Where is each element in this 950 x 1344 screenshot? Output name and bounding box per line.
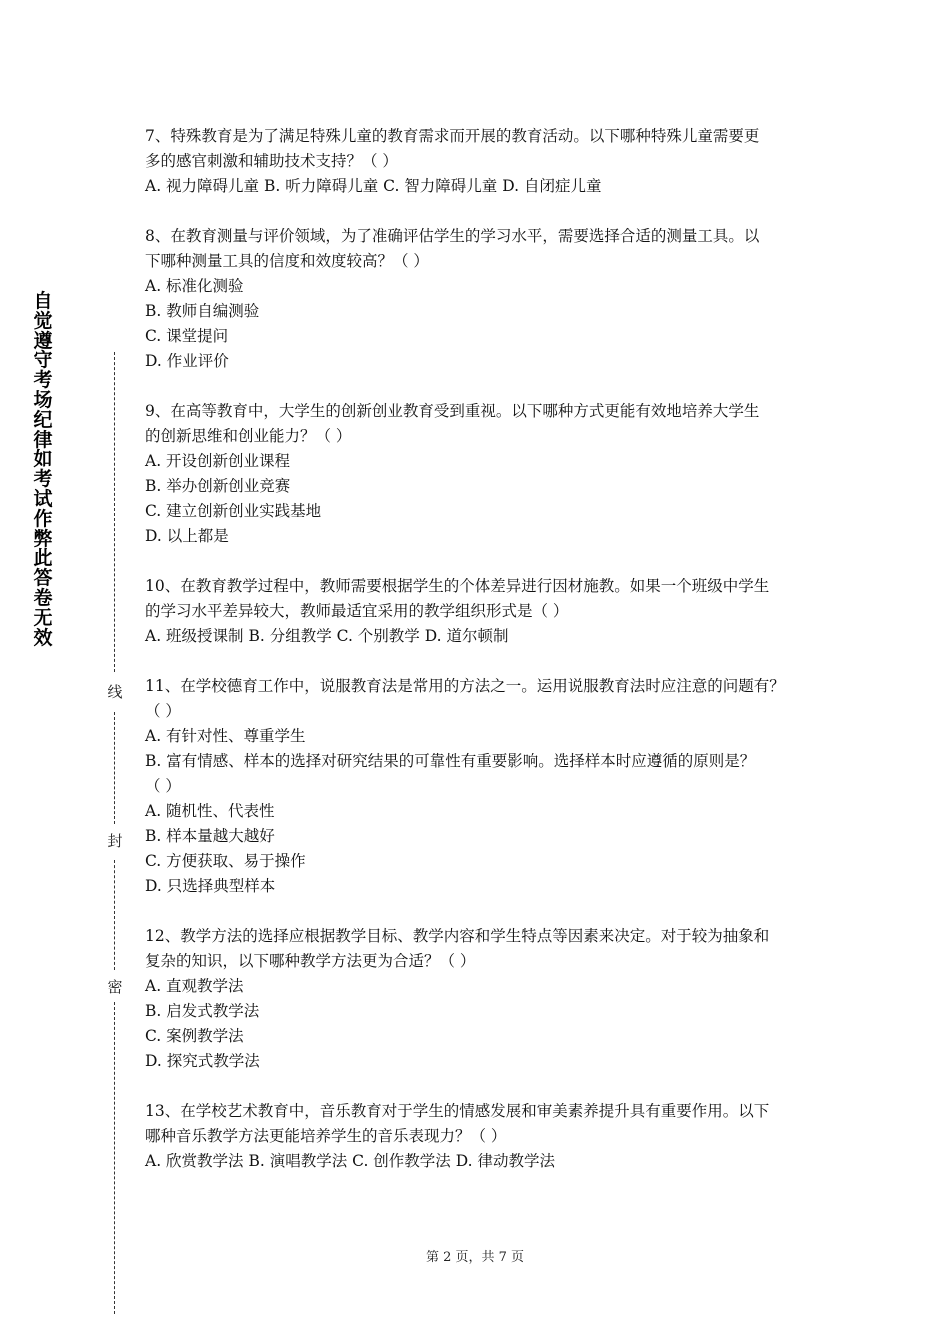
notice-char: 考	[33, 468, 53, 491]
notice-char: 试	[33, 487, 53, 510]
question-stem-line: 的学习水平差异较大，教师最适宜采用的教学组织形式是（ ）	[145, 602, 569, 620]
answer-option: D. 以上都是	[145, 527, 229, 545]
page-footer: 第 2 页，共 7 页	[425, 1250, 525, 1265]
notice-char: 作	[33, 507, 53, 530]
question-stem-line: 10、在教育教学过程中，教师需要根据学生的个体差异进行因材施教。如果一个班级中学生	[145, 577, 770, 595]
question-stem-line: 13、在学校艺术教育中，音乐教育对于学生的情感发展和审美素养提升具有重要作用。以下	[145, 1102, 770, 1120]
notice-char: 遵	[33, 329, 53, 352]
answer-option: A. 直观教学法	[145, 977, 244, 995]
answer-option: D. 探究式教学法	[145, 1052, 260, 1070]
question-block	[145, 1099, 825, 1174]
notice-char: 守	[33, 349, 53, 372]
answer-option: B. 教师自编测验	[145, 302, 260, 320]
notice-char: 此	[33, 547, 53, 570]
notice-char: 无	[33, 606, 53, 629]
question-stem-line: 多的感官刺激和辅助技术支持？（ ）	[145, 152, 398, 170]
notice-char: 如	[33, 448, 53, 471]
answer-option: A. 欣赏教学法 B. 演唱教学法 C. 创作教学法 D. 律动教学法	[145, 1152, 555, 1170]
question-stem-line: 复杂的知识，以下哪种教学方法更为合适？（ ）	[145, 952, 476, 970]
answer-option: C. 方便获取、易于操作	[145, 852, 306, 870]
answer-option: C. 课堂提问	[145, 327, 229, 345]
notice-char: 弊	[33, 527, 53, 550]
answer-option: D. 只选择典型样本	[145, 877, 276, 895]
notice-char: 效	[33, 626, 53, 649]
answer-option: A. 开设创新创业课程	[145, 452, 291, 470]
notice-char: 纪	[33, 408, 53, 431]
question-stem-line: （ ）	[145, 702, 181, 720]
question-block	[145, 674, 825, 899]
answer-option: A. 有针对性、尊重学生	[145, 727, 306, 745]
answer-option: D. 作业评价	[145, 352, 229, 370]
answer-option: A. 视力障碍儿童 B. 听力障碍儿童 C. 智力障碍儿童 D. 自闭症儿童	[145, 177, 602, 195]
answer-option: B. 样本量越大越好	[145, 827, 275, 845]
notice-char: 答	[33, 567, 53, 590]
answer-option: A. 随机性、代表性	[145, 802, 275, 820]
binding-dashed-line-1	[114, 352, 115, 672]
question-block	[145, 924, 825, 1074]
question-stem-line: 12、教学方法的选择应根据教学目标、教学内容和学生特点等因素来决定。对于较为抽象和	[145, 927, 770, 945]
answer-option: C. 建立创新创业实践基地	[145, 502, 322, 520]
answer-option: （ ）	[145, 777, 181, 795]
question-block	[145, 574, 825, 649]
answer-option: A. 班级授课制 B. 分组教学 C. 个别教学 D. 道尔顿制	[145, 627, 509, 645]
exam-discipline-notice	[28, 292, 58, 648]
notice-char: 觉	[33, 309, 53, 332]
binding-dashed-line-3	[114, 860, 115, 970]
question-block	[145, 399, 825, 549]
question-block	[145, 124, 825, 199]
notice-char: 考	[33, 369, 53, 392]
answer-option: B. 举办创新创业竞赛	[145, 477, 291, 495]
answer-option: B. 启发式教学法	[145, 1002, 260, 1020]
answer-option: C. 案例教学法	[145, 1027, 244, 1045]
notice-char: 卷	[33, 586, 53, 609]
question-block	[145, 224, 825, 374]
notice-char: 自	[33, 290, 53, 312]
question-stem-line: 9、在高等教育中，大学生的创新创业教育受到重视。以下哪种方式更能有效地培养大学生	[145, 402, 760, 420]
answer-option: A. 标准化测验	[145, 277, 244, 295]
binding-label-seal: 封	[107, 832, 123, 850]
question-stem-line: 8、在教育测量与评价领域，为了准确评估学生的学习水平，需要选择合适的测量工具。以	[145, 227, 760, 245]
binding-label-line: 线	[107, 683, 123, 701]
question-stem-line: 11、在学校德育工作中，说服教育法是常用的方法之一。运用说服教育法时应注意的问题有？	[145, 677, 785, 695]
question-stem-line: 的创新思维和创业能力？（ ）	[145, 427, 352, 445]
binding-dashed-line-2	[114, 712, 115, 824]
notice-char: 律	[33, 428, 53, 451]
answer-option: B. 富有情感、样本的选择对研究结果的可靠性有重要影响。选择样本时应遵循的原则是？	[145, 752, 756, 770]
question-stem-line: 哪种音乐教学方法更能培养学生的音乐表现力？（ ）	[145, 1127, 507, 1145]
question-stem-line: 7、特殊教育是为了满足特殊儿童的教育需求而开展的教育活动。以下哪种特殊儿童需要更	[145, 127, 760, 145]
notice-char: 场	[33, 388, 53, 411]
question-list	[145, 124, 825, 1199]
binding-label-secret: 密	[107, 978, 123, 996]
binding-dashed-line-4	[114, 1002, 115, 1314]
question-stem-line: 下哪种测量工具的信度和效度较高？（ ）	[145, 252, 429, 270]
